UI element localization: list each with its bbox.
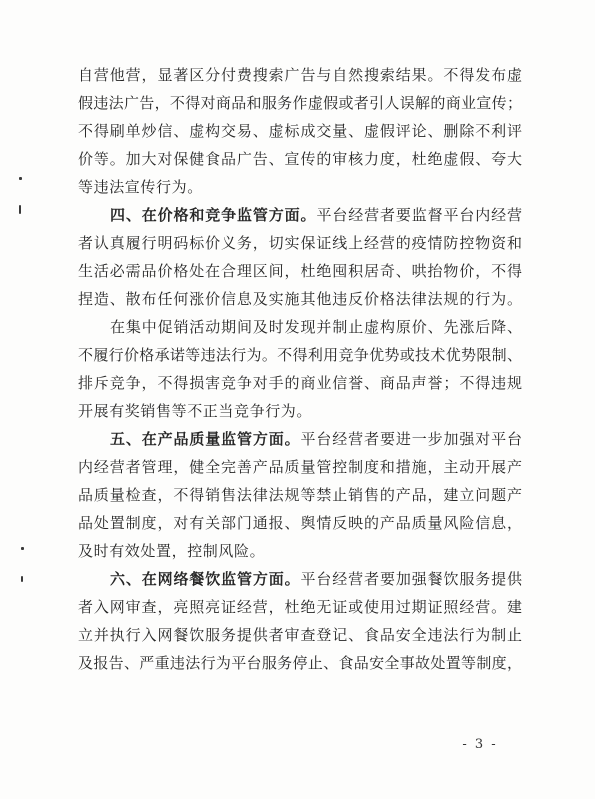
line-text: 在集中促销活动期间及时发现并制止虚构原价、先涨后降、 (110, 318, 522, 336)
text-line (78, 89, 522, 117)
line-text: 立并执行入网餐饮服务提供者审查登记、食品安全违法行为制止 (78, 626, 522, 644)
text-line (78, 285, 522, 313)
text-line (78, 257, 522, 285)
text-line (78, 173, 522, 201)
section-heading-line (78, 425, 522, 453)
line-text: 平台经营者要监督平台内经营 (316, 206, 522, 224)
text-line (78, 453, 522, 481)
text-line (78, 509, 522, 537)
text-line (78, 341, 522, 369)
text-line (78, 537, 522, 565)
text-line (78, 61, 522, 89)
scan-mark (19, 177, 22, 180)
text-line (78, 481, 522, 509)
line-text: 内经营者管理，健全完善产品质量管控制度和措施，主动开展产 (78, 458, 522, 476)
text-line (78, 593, 522, 621)
line-text: 平台经营者要进一步加强对平台 (300, 430, 522, 448)
text-line (78, 397, 522, 425)
line-text: 排斥竞争，不得损害竞争对手的商业信誉、商品声誉；不得违规 (78, 374, 522, 392)
line-text: 不履行价格承诺等违法行为。不得利用竞争优势或技术优势限制、 (78, 346, 522, 364)
line-text: 假违法广告，不得对商品和服务作虚假或者引人误解的商业宣传； (78, 94, 522, 112)
line-text: 等违法宣传行为。 (78, 178, 203, 196)
scan-mark (21, 547, 24, 550)
line-text: 开展有奖销售等不正当竞争行为。 (78, 402, 313, 420)
scan-mark (21, 576, 23, 582)
line-text: 者入网审查，亮照亮证经营，杜绝无证或使用过期证照经营。建 (78, 598, 522, 616)
text-line (78, 229, 522, 257)
line-text: 品处置制度，对有关部门通报、舆情反映的产品质量风险信息， (78, 514, 522, 532)
line-text: 品质量检查，不得销售法律法规等禁止销售的产品，建立问题产 (78, 486, 522, 504)
text-line (78, 117, 522, 145)
line-text: 价等。加大对保健食品广告、宣传的审核力度，杜绝虚假、夸大 (78, 150, 522, 168)
line-text: 者认真履行明码标价义务，切实保证线上经营的疫情防控物资和 (78, 234, 522, 252)
text-line (78, 649, 522, 677)
section-heading: 四、在价格和竞争监管方面。 (110, 206, 317, 224)
line-text: 自营他营，显著区分付费搜索广告与自然搜索结果。不得发布虚 (78, 66, 522, 84)
section-heading-line (78, 201, 522, 229)
line-text: 平台经营者要加强餐饮服务提供 (300, 570, 522, 588)
document-body (78, 61, 522, 677)
section-heading-line (78, 565, 522, 593)
text-line (78, 145, 522, 173)
line-text: 生活必需品价格处在合理区间，杜绝囤积居奇、哄抬物价，不得 (78, 262, 522, 280)
line-text: 捏造、散布任何涨价信息及实施其他违反价格法律法规的行为。 (78, 290, 522, 308)
scan-mark (19, 205, 21, 214)
line-text: 及时有效处置，控制风险。 (78, 542, 266, 560)
line-text: 及报告、严重违法行为平台服务停止、食品安全事故处置等制度， (78, 654, 522, 672)
section-heading: 六、在网络餐饮监管方面。 (110, 570, 301, 588)
text-line (78, 621, 522, 649)
section-heading: 五、在产品质量监管方面。 (110, 430, 301, 448)
text-line (78, 313, 522, 341)
page-number: - 3 - (462, 737, 498, 752)
text-line (78, 369, 522, 397)
line-text: 不得刷单炒信、虚构交易、虚标成交量、虚假评论、删除不利评 (78, 122, 522, 140)
